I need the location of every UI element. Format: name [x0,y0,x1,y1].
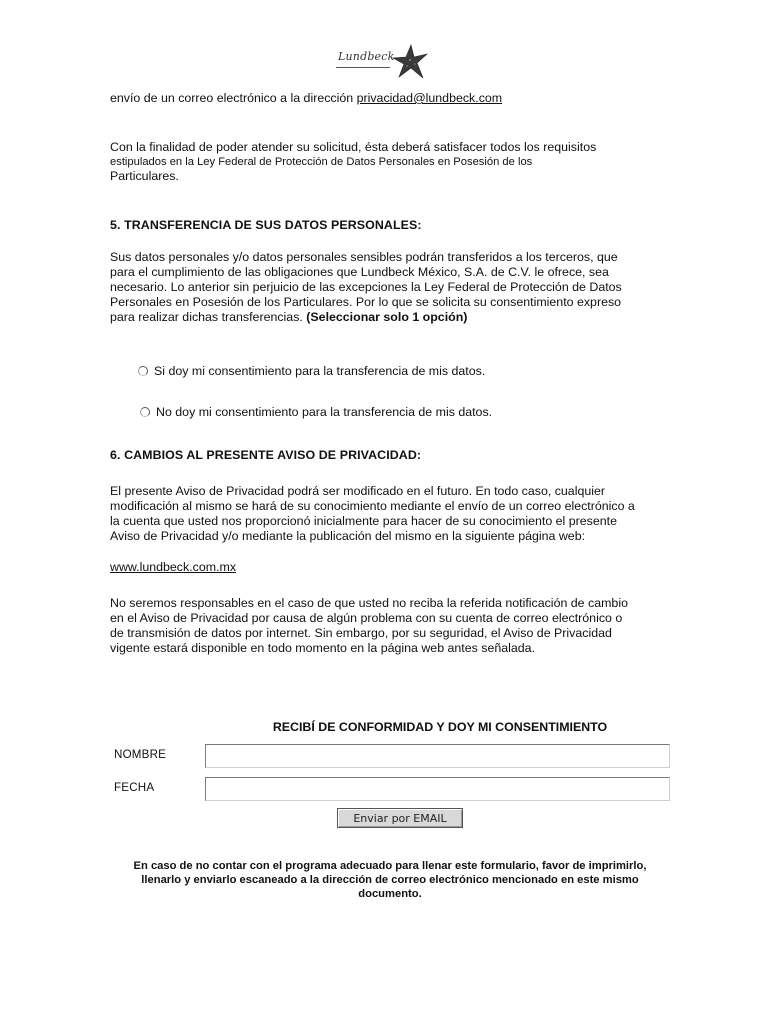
section-6-p2-line-2: en el Aviso de Privacidad por causa de algún problema con su cuenta de correo electrónico o [110,611,623,625]
section-5-line-5: para realizar dichas transferencias. [110,310,307,324]
send-email-button[interactable]: Enviar por EMAIL [337,808,463,828]
note-line-1: En caso de no contar con el programa adecuado para llenar este formulario, favor de imprimirlo, [133,860,647,872]
requirements-line-2: estipulados en la Ley Federal de Protección de Datos Personales en Posesión de los [110,156,533,168]
note-line-2: llenarlo y enviarlo escaneado a la dirección de correo electrónico mencionado en este mismo [141,874,639,886]
lundbeck-logo [334,40,438,84]
print-instructions-note [120,859,660,901]
section-6-paragraph-1 [110,484,670,544]
logo-underline [336,67,390,68]
select-one-note: (Seleccionar solo 1 opción) [306,310,468,324]
consent-no-option[interactable] [140,405,492,419]
consent-yes-radio[interactable] [138,366,148,376]
requirements-line-3: Particulares. [110,169,179,183]
requirements-paragraph [110,140,670,184]
section-5-line-1: Sus datos personales y/o datos personales sensibles podrán transferidos a los terceros, que [110,250,618,264]
section-6-p1-line-2: modificación al mismo se hará de su conocimiento mediante el envío de un correo electrónico a [110,499,635,513]
section-6-heading: 6. CAMBIOS AL PRESENTE AVISO DE PRIVACIDAD: [110,448,422,462]
name-field[interactable] [205,744,670,768]
section-5-line-3: necesario. Lo anterior sin perjuicio de las excepciones la Ley Federal de Protección de Datos [110,280,622,294]
requirements-line-1: Con la finalidad de poder atender su solicitud, ésta deberá satisfacer todos los requisitos [110,140,597,154]
date-field[interactable] [205,777,670,801]
note-line-3: documento. [358,888,422,900]
consent-no-label: No doy mi consentimiento para la transferencia de mis datos. [156,405,493,419]
consent-form-title: RECIBÍ DE CONFORMIDAD Y DOY MI CONSENTIMIENTO [272,720,608,734]
consent-yes-label: Si doy mi consentimiento para la transferencia de mis datos. [154,364,486,378]
section-6-paragraph-2 [110,596,670,656]
section-6-p1-line-3: la cuenta que usted nos proporcionó inicialmente para hacer de su conocimiento el presente [110,514,617,528]
section-6-p2-line-3: de transmisión de datos por internet. Sin embargo, por su seguridad, el Aviso de Privacidad [110,626,612,640]
section-5-heading: 5. TRANSFERENCIA DE SUS DATOS PERSONALES: [110,218,422,232]
section-6-p2-line-4: vigente estará disponible en todo momento en la página web antes señalada. [110,641,536,655]
section-6-p2-line-1: No seremos responsables en el caso de que usted no reciba la referida notificación de cambio [110,596,628,610]
section-5-paragraph [110,250,670,325]
privacy-email-link[interactable]: privacidad@lundbeck.com [356,91,503,105]
starfish-icon [390,42,430,82]
section-6-p1-line-4: Aviso de Privacidad y/o mediante la publicación del mismo en la siguiente página web: [110,529,586,543]
section-6-p1-line-1: El presente Aviso de Privacidad podrá ser modificado en el futuro. En todo caso, cualquier [110,484,606,498]
intro-paragraph [110,91,670,106]
consent-yes-option[interactable] [138,364,485,378]
consent-no-radio[interactable] [140,407,150,417]
website-link[interactable]: www.lundbeck.com.mx [110,560,237,574]
website-line [110,560,670,575]
logo-brand-text: Lundbeck [338,50,395,63]
section-5-line-4: Personales en Posesión de los Particulares. Por lo que se solicita su consentimiento expreso [110,295,622,309]
section-5-line-2: para el cumplimiento de las obligaciones que Lundbeck México, S.A. de C.V. le ofrece, sea [110,265,609,279]
name-label: NOMBRE [114,748,167,761]
date-label: FECHA [114,781,155,794]
intro-text: envío de un correo electrónico a la dirección [110,91,357,105]
